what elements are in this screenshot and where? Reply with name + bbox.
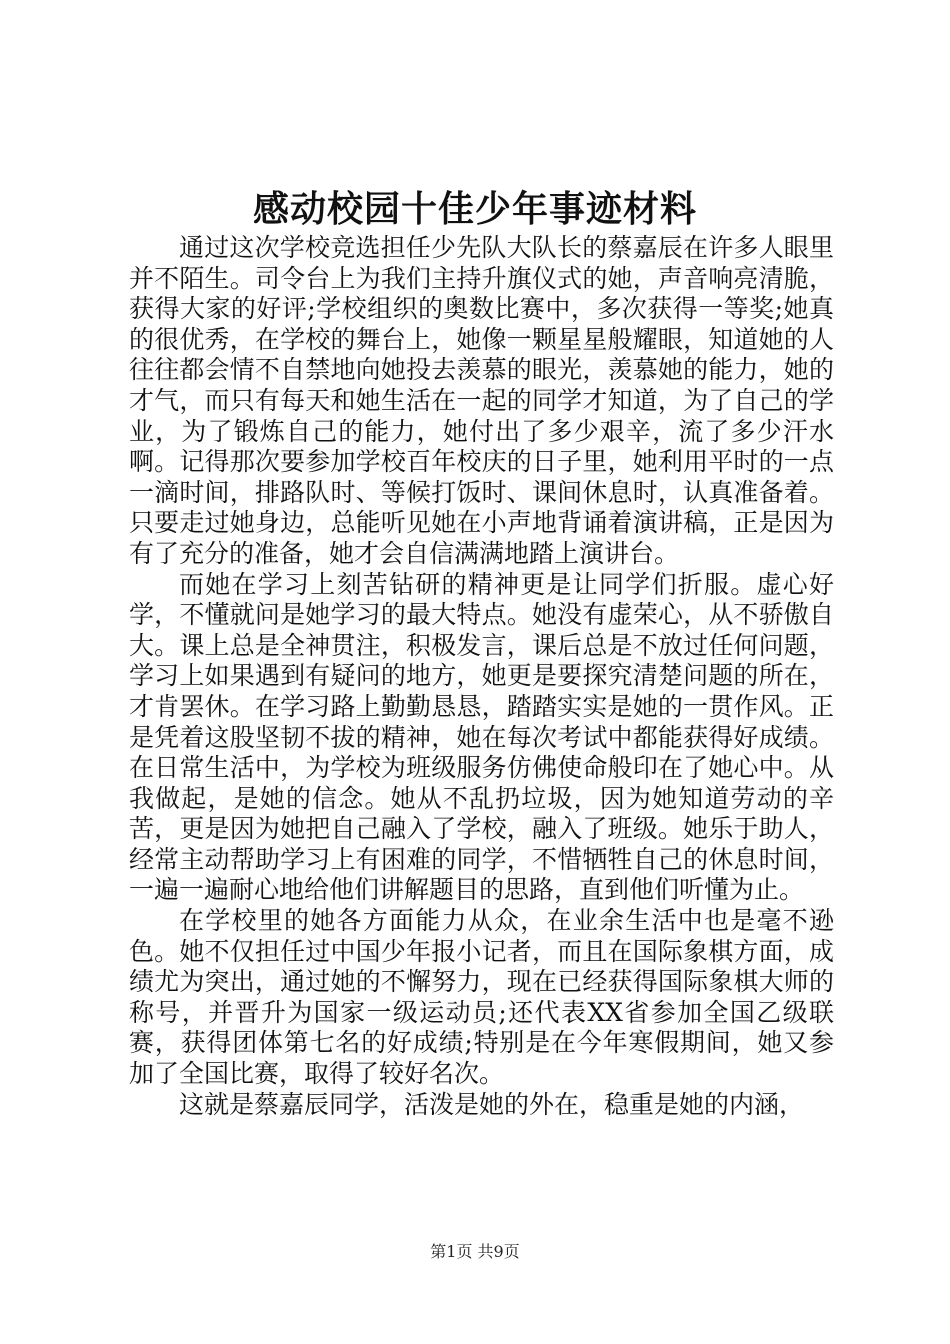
paragraph: 在学校里的她各方面能力从众，在业余生活中也是毫不逊色。她不仅担任过中国少年报小记者，而且在国际象棋方面，成绩尤为突出，通过她的不懈努力，现在已经获得国际象棋大师的称号，并晋升为国家一级运动员;还代表XX省参加全国乙级联赛，获得团体第七名的好成绩;特别是在今年寒假期间，她又参加了全国比赛，取得了较好名次。 (129, 906, 834, 1089)
document-title: 感动校园十佳少年事迹材料 (252, 188, 697, 230)
document-body (129, 233, 834, 1120)
paragraph: 这就是蔡嘉辰同学，活泼是她的外在，稳重是她的内涵， (179, 1089, 805, 1119)
paragraph: 而她在学习上刻苦钻研的精神更是让同学们折服。虚心好学，不懂就问是她学习的最大特点。她没有虚荣心，从不骄傲自大。课上总是全神贯注，积极发言，课后总是不放过任何问题，学习上如果遇到有疑问的地方，她更是要探究清楚问题的所在，才肯罢休。在学习路上勤勤恳恳，踏踏实实是她的一贯作风。正是凭着这股坚韧不拔的精神，她在每次考试中都能获得好成绩。在日常生活中，为学校为班级服务仿佛使命般印在了她心中。从我做起，是她的信念。她从不乱扔垃圾，因为她知道劳动的辛苦，更是因为她把自己融入了学校，融入了班级。她乐于助人，经常主动帮助学习上有困难的同学，不惜牺牲自己的休息时间，一遍一遍耐心地给他们讲解题目的思路，直到他们听懂为止。 (129, 569, 834, 905)
page-number-footer: 第1页 共9页 (430, 1242, 520, 1261)
paragraph: 通过这次学校竞选担任少先队大队长的蔡嘉辰在许多人眼里并不陌生。司令台上为我们主持升旗仪式的她，声音响亮清脆，获得大家的好评;学校组织的奥数比赛中，多次获得一等奖;她真的很优秀，在学校的舞台上，她像一颗星星般耀眼，知道她的人往往都会情不自禁地向她投去羡慕的眼光，羡慕她的能力，她的才气，而只有每天和她生活在一起的同学才知道，为了自己的学业，为了锻炼自己的能力，她付出了多少艰辛，流了多少汗水啊。记得那次要参加学校百年校庆的日子里，她利用平时的一点一滴时间，排路队时、等候打饭时、课间休息时，认真准备着。只要走过她身边，总能听见她在小声地背诵着演讲稿，正是因为有了充分的准备，她才会自信满满地踏上演讲台。 (129, 233, 834, 568)
